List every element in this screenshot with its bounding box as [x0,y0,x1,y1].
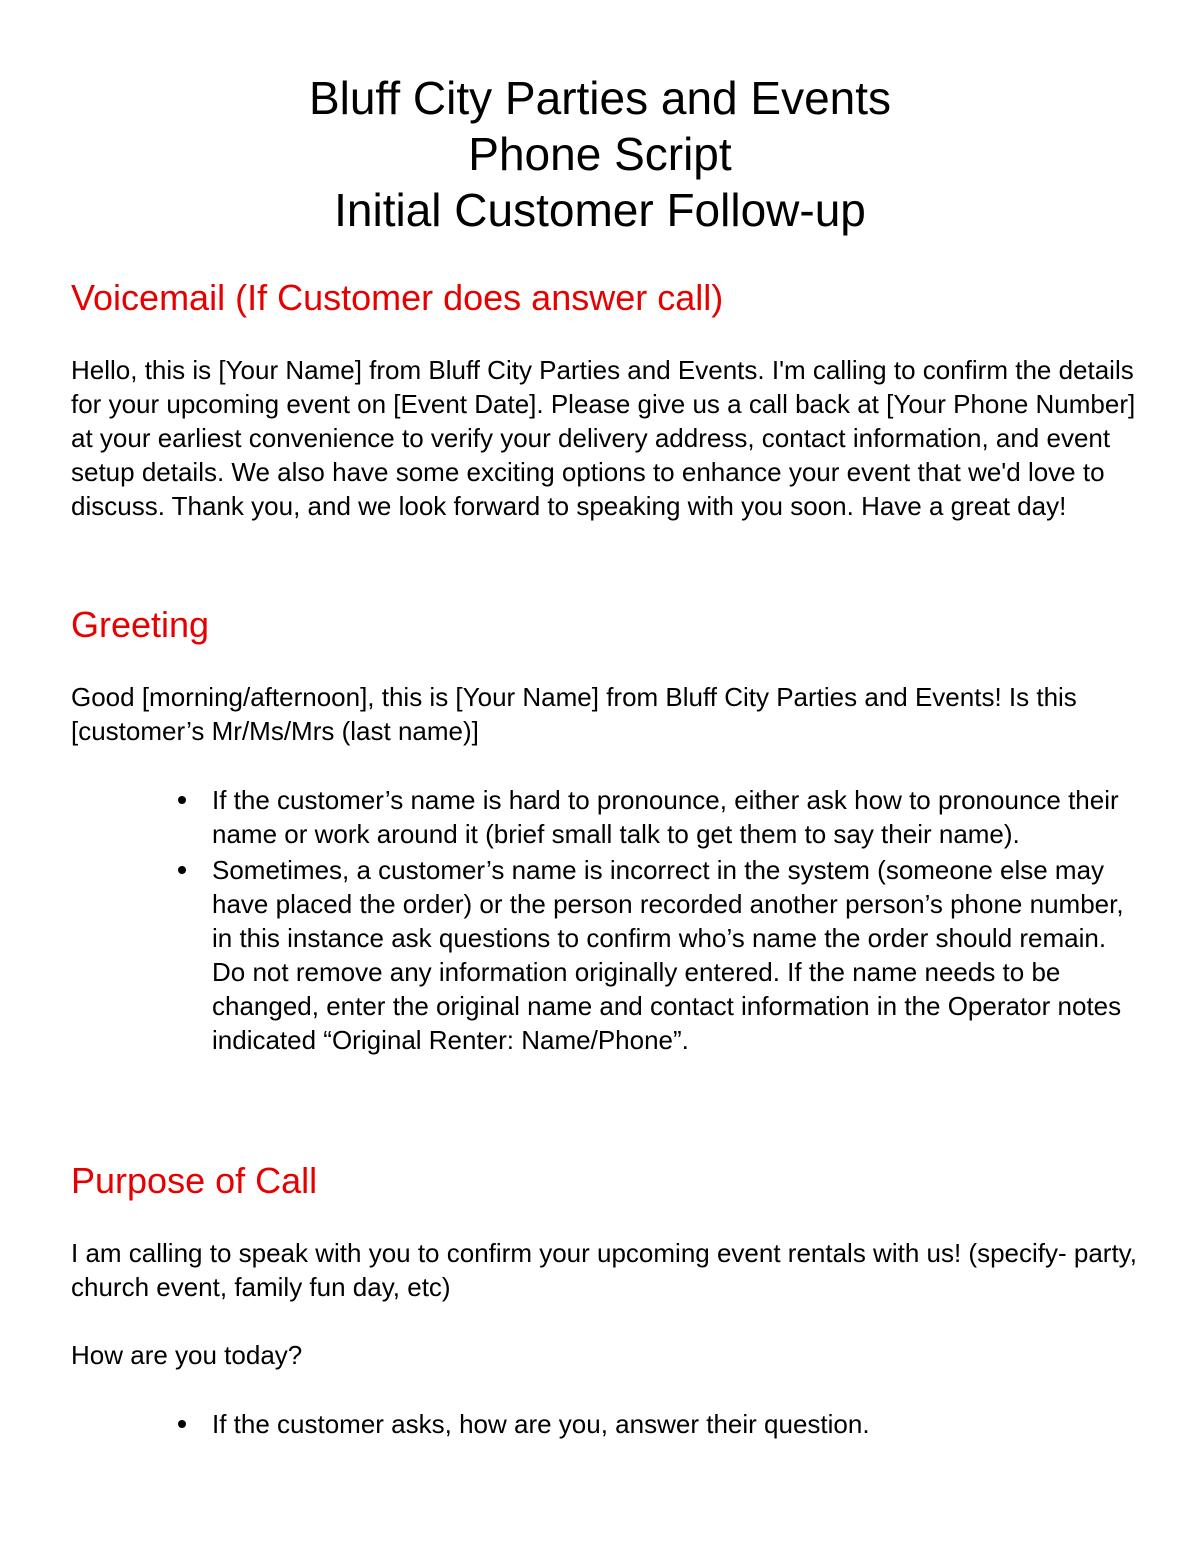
bullet-icon [178,796,186,804]
voicemail-heading: Voicemail (If Customer does answer call) [71,277,724,318]
purpose-question: How are you today? [71,1340,303,1370]
title-phone-script: Phone Script [468,128,732,180]
list-item [212,1407,1142,1441]
list-item [212,783,1142,851]
list-item [212,853,1142,1057]
purpose-heading: Purpose of Call [71,1160,318,1201]
greeting-heading: Greeting [71,604,210,645]
document-title [0,70,1200,238]
purpose-bullet-list [212,1407,1142,1443]
purpose-body: I am calling to speak with you to confirm your upcoming event rentals with us! (specify- party, church event, family fun day, etc) [71,1238,1137,1302]
greeting-bullet-text: Sometimes, a customer’s name is incorrect in the system (someone else may have placed the order) or the person recorded another person’s phone number, in this instance ask questions to confirm who’s name the order should remain. Do not remove any information originally entered. If the name needs to be changed, enter the original name and contact information in the Operator notes indicated “Original Renter: Name/Phone”. [212,855,1124,1055]
title-follow-up: Initial Customer Follow-up [334,184,866,236]
purpose-bullet-text: If the customer asks, how are you, answer their question. [212,1409,870,1439]
greeting-body: Good [morning/afternoon], this is [Your Name] from Bluff City Parties and Events! Is this [customer’s Mr/Ms/Mrs (last name)] [71,682,1077,746]
voicemail-body: Hello, this is [Your Name] from Bluff City Parties and Events. I'm calling to confirm the details for your upcoming event on [Event Date]. Please give us a call back at [Your Phone Number] at your earliest convenience to verify your delivery address, contact information, and event setup details. We also have some exciting options to enhance your event that we'd love to discuss. Thank you, and we look forward to speaking with you soon. Have a great day! [71,355,1136,521]
bullet-icon [178,866,186,874]
title-company: Bluff City Parties and Events [308,72,892,124]
greeting-bullet-text: If the customer’s name is hard to pronounce, either ask how to pronounce their name or work around it (brief small talk to get them to say their name). [212,785,1119,849]
greeting-bullet-list [212,783,1142,1059]
bullet-icon [178,1420,186,1428]
